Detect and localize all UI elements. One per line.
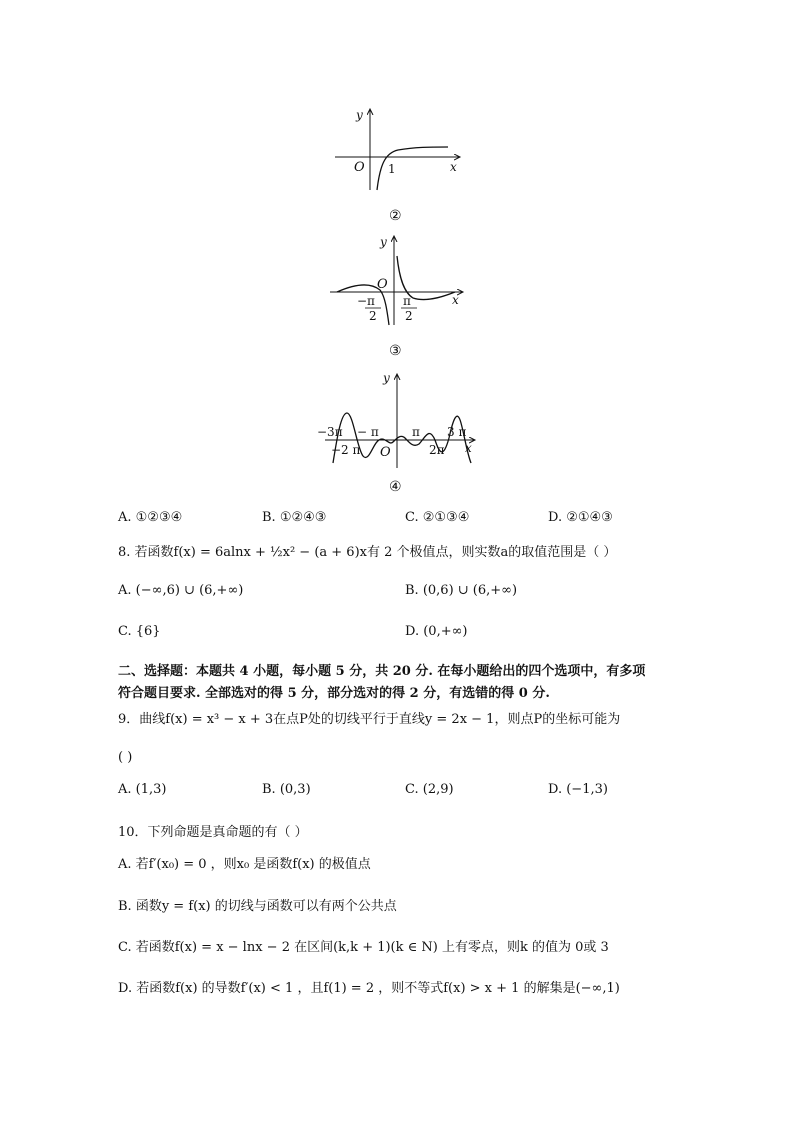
fig2-y-label: y (356, 108, 363, 122)
fig3-neg-tick-den: 2 (369, 309, 377, 323)
fig4-tick-mpi: − π (357, 425, 379, 439)
figure-2-graph (330, 105, 470, 195)
q9-option-c: C. (2,9) (405, 782, 454, 797)
q7-option-c: C. ②①③④ (405, 510, 470, 525)
q7-option-b: B. ①②④③ (262, 510, 327, 525)
q9-stem: 9．曲线f(x) = x³ − x + 3在点P处的切线平行于直线y = 2x − 1，则点P的坐标可能为 (118, 712, 621, 727)
q9-option-a: A. (1,3) (118, 782, 167, 797)
fig4-x-label: x (465, 441, 472, 455)
fig3-x-label: x (452, 293, 459, 307)
q8-stem: 8. 若函数f(x) = 6alnx + ½x² − (a + 6)x有 2 个极值点，则实数a的取值范围是（ ） (118, 545, 617, 560)
q8-option-a: A. (−∞,6) ∪ (6,+∞) (118, 583, 244, 598)
q8-option-d: D. (0,+∞) (405, 624, 468, 639)
fig3-y-label: y (380, 235, 387, 249)
fig4-tick-2pi: 2π (429, 443, 445, 457)
figure-3-graph (325, 230, 470, 330)
q9-answer-paren: ( ) (118, 750, 133, 765)
q10-option-b: B. 函数y = f(x) 的切线与函数可以有两个公共点 (118, 899, 397, 914)
fig2-tick-1: 1 (388, 162, 396, 176)
q7-option-a: A. ①②③④ (118, 510, 183, 525)
q10-option-a: A. 若f′(x₀) = 0 ，则x₀ 是函数f(x) 的极值点 (118, 857, 371, 872)
q9-option-b: B. (0,3) (262, 782, 311, 797)
fig3-neg-tick-num: −π (357, 294, 375, 308)
fig4-origin-label: O (380, 445, 391, 460)
q10-option-d: D. 若函数f(x) 的导数f′(x) < 1 ，且f(1) = 2 ，则不等式f(x) > x + 1 的解集是(−∞,1) (118, 981, 620, 996)
fig4-tick-pi: π (412, 425, 420, 439)
figure-4-graph (315, 368, 485, 473)
figure-3-label: ③ (389, 343, 402, 359)
fig3-origin-label: O (377, 277, 388, 292)
figure-2-label: ② (389, 208, 402, 224)
q9-option-d: D. (−1,3) (548, 782, 608, 797)
fig2-x-label: x (450, 160, 457, 174)
section-2-heading-line1: 二、选择题：本题共 4 小题，每小题 5 分，共 20 分. 在每小题给出的四个选项中，有多项 (118, 664, 646, 679)
fig3-pos-tick-den: 2 (405, 309, 413, 323)
fig4-y-label: y (383, 371, 390, 385)
fig4-tick-3pi: 3 π (447, 425, 467, 439)
fig3-pos-tick-num: π (403, 294, 411, 308)
q8-option-c: C. {6} (118, 624, 161, 639)
q7-option-d: D. ②①④③ (548, 510, 613, 525)
q10-stem: 10．下列命题是真命题的有（ ） (118, 825, 308, 840)
section-2-heading-line2: 符合题目要求. 全部选对的得 5 分，部分选对的得 2 分，有选错的得 0 分. (118, 686, 550, 701)
fig2-origin-label: O (354, 160, 365, 175)
q8-option-b: B. (0,6) ∪ (6,+∞) (405, 583, 518, 598)
fig4-tick-m3pi: −3π (317, 425, 343, 439)
figure-4-label: ④ (389, 479, 402, 495)
fig4-tick-m2pi: −2 π (331, 443, 361, 457)
q10-option-c: C. 若函数f(x) = x − lnx − 2 在区间(k,k + 1)(k ∈ N) 上有零点，则k 的值为 0或 3 (118, 940, 609, 955)
